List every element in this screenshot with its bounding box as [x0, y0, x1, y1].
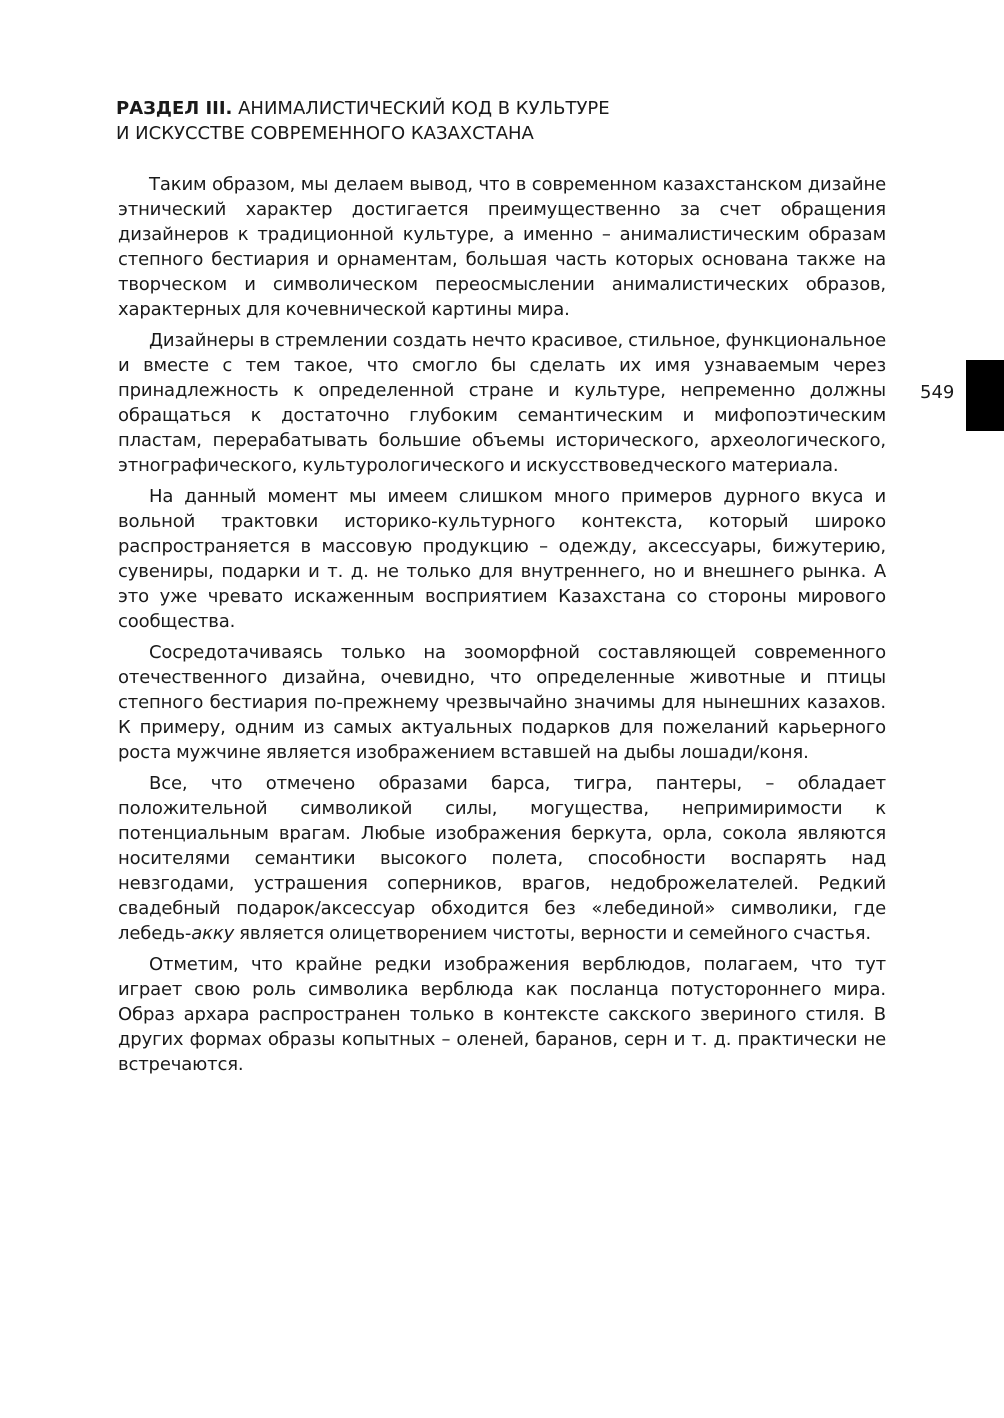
paragraph-5-italic-term: акку	[191, 923, 235, 944]
paragraph-5-part1: Все, что отмечено образами барса, тигра, пантеры, – обладает положительной символикой силы, могущества, непримиримости к потенциальным врагам. Любые изображения беркута, орла, сокола являются носителями семантики высокого полета, способности воспарять над невзгодами, устрашения соперников, врагов, недоброжелателей. Редкий свадебный подарок/аксессуар обходится без «лебединой» символики, где лебедь-	[118, 773, 886, 944]
page-number: 549	[920, 382, 955, 403]
paragraph-6: Отметим, что крайне редки изображения верблюдов, полагаем, что тут играет свою роль символика верблюда как посланца потустороннего мира. Образ архара распространен только в контексте сакского звериного стиля. В других формах образы копытных – оленей, баранов, серн и т. д. практически не встречаются.	[118, 954, 886, 1075]
paragraph-2: Дизайнеры в стремлении создать нечто красивое, стильное, функциональное и вместе с тем такое, что смогло бы сделать их имя узнаваемым через принадлежность к определенной стране и культуре, непременно должны обращаться к достаточно глубоким семантическим и мифопоэтическим пластам, перерабатывать большие объемы исторического, археологического, этнографического, культурологического и искусствоведческого материала.	[118, 330, 886, 476]
running-header	[116, 96, 816, 146]
paragraph-5	[118, 771, 886, 946]
paragraph-5-part2: является олицетворением чистоты, верности и семейного счастья.	[234, 923, 872, 944]
thumb-index-tab	[966, 360, 1004, 431]
header-line-1	[116, 96, 816, 121]
paragraph-3: На данный момент мы имеем слишком много примеров дурного вкуса и вольной трактовки историко-культурного контекста, который широко распространяется в массовую продукцию – одежду, аксессуары, бижутерию, сувениры, подарки и т. д. не только для внутреннего, но и внешнего рынка. А это уже чревато искаженным восприятием Казахстана со стороны мирового сообщества.	[118, 486, 886, 632]
section-title-part1: АНИМАЛИСТИЧЕСКИЙ КОД В КУЛЬТУРЕ	[232, 98, 610, 119]
paragraph-1: Таким образом, мы делаем вывод, что в современном казахстанском дизайне этнический характер достигается преимущественно за счет обращения дизайнеров к традиционной культуре, а именно – анималистическим образам степного бестиария и орнаментам, большая часть которых основана также на творческом и символическом переосмыслении анималистических образов, характерных для кочевнической картины мира.	[118, 174, 886, 320]
paragraph-4: Сосредотачиваясь только на зооморфной составляющей современного отечественного дизайна, очевидно, что определенные животные и птицы степного бестиария по-прежнему чрезвычайно значимы для нынешних казахов. К примеру, одним из самых актуальных подарков для пожеланий карьерного роста мужчине является изображением вставшей на дыбы лошади/коня.	[118, 642, 886, 763]
section-label: РАЗДЕЛ III.	[116, 98, 233, 119]
body-text	[118, 172, 886, 1083]
section-title-part2: И ИСКУССТВЕ СОВРЕМЕННОГО КАЗАХСТАНА	[116, 123, 534, 144]
